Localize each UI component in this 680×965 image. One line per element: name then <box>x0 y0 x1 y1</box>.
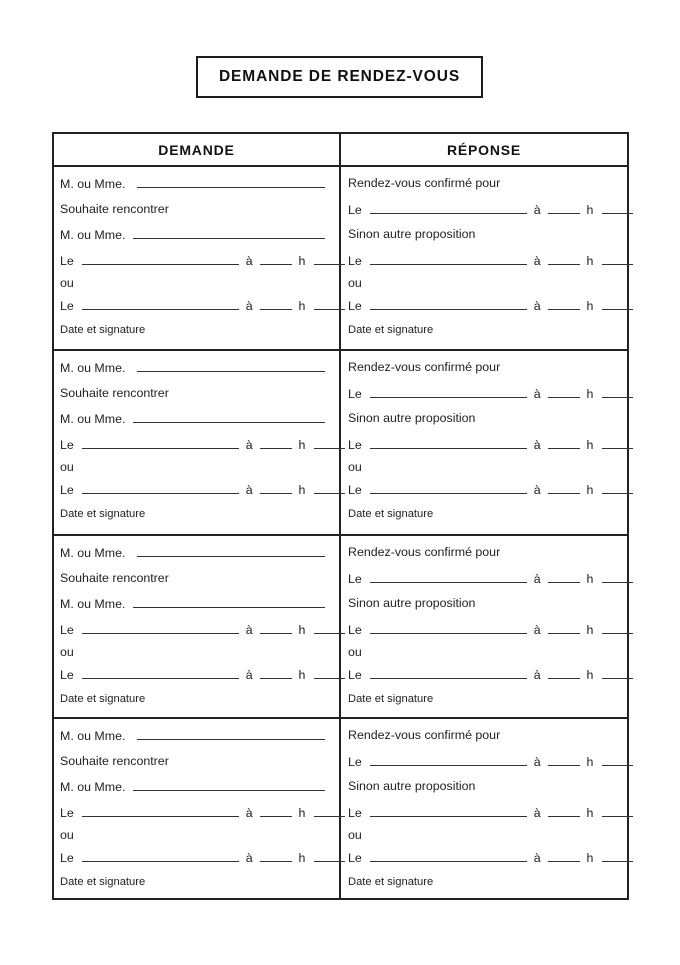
date-line-2 <box>60 849 345 865</box>
requester-line <box>60 544 325 560</box>
date-field[interactable] <box>370 753 527 766</box>
signature-label: Date et signature <box>60 876 146 888</box>
date-field[interactable] <box>370 385 527 398</box>
le-label: Le <box>60 254 74 268</box>
le-label: Le <box>348 387 362 401</box>
le-label: Le <box>60 483 74 497</box>
minute-field[interactable] <box>602 252 633 265</box>
a-label: à <box>533 572 541 586</box>
person-label: M. ou Mme. <box>60 412 126 426</box>
date-field[interactable] <box>82 804 239 817</box>
a-label: à <box>245 299 253 313</box>
h-label: h <box>298 254 306 268</box>
hour-field[interactable] <box>260 252 292 265</box>
hour-field[interactable] <box>548 297 580 310</box>
person-label: M. ou Mme. <box>60 780 126 794</box>
minute-field[interactable] <box>602 481 633 494</box>
date-field[interactable] <box>370 621 527 634</box>
a-label: à <box>533 623 541 637</box>
hour-field[interactable] <box>260 666 292 679</box>
ou-label: ou <box>348 460 362 474</box>
le-label: Le <box>348 483 362 497</box>
date-line-1 <box>60 436 345 452</box>
hour-field[interactable] <box>260 297 292 310</box>
ou-label: ou <box>60 645 74 659</box>
le-label: Le <box>60 623 74 637</box>
a-label: à <box>245 254 253 268</box>
ou-label: ou <box>348 828 362 842</box>
minute-field[interactable] <box>602 849 633 862</box>
requester-name-field[interactable] <box>137 727 325 740</box>
ou-label: ou <box>60 828 74 842</box>
confirmed-date-line <box>348 753 633 769</box>
person-label: M. ou Mme. <box>60 546 126 560</box>
h-label: h <box>586 851 594 865</box>
target-name-field[interactable] <box>133 778 325 791</box>
demande-cell <box>54 536 339 718</box>
date-field[interactable] <box>370 201 527 214</box>
hour-field[interactable] <box>548 252 580 265</box>
date-field[interactable] <box>82 849 239 862</box>
hour-field[interactable] <box>548 201 580 214</box>
proposal-line-1 <box>348 621 633 637</box>
date-line-1 <box>60 621 345 637</box>
le-label: Le <box>348 623 362 637</box>
date-field[interactable] <box>82 297 239 310</box>
ou-label: ou <box>60 276 74 290</box>
a-label: à <box>533 851 541 865</box>
minute-field[interactable] <box>602 753 633 766</box>
signature-label: Date et signature <box>348 508 434 520</box>
signature-label: Date et signature <box>60 693 146 705</box>
a-label: à <box>533 387 541 401</box>
requester-name-field[interactable] <box>137 359 325 372</box>
h-label: h <box>586 755 594 769</box>
date-field[interactable] <box>370 436 527 449</box>
h-label: h <box>586 806 594 820</box>
date-field[interactable] <box>82 252 239 265</box>
requester-name-field[interactable] <box>137 544 325 557</box>
date-field[interactable] <box>82 666 239 679</box>
date-field[interactable] <box>82 436 239 449</box>
target-name-field[interactable] <box>133 410 325 423</box>
le-label: Le <box>348 806 362 820</box>
a-label: à <box>245 623 253 637</box>
h-label: h <box>298 623 306 637</box>
minute-field[interactable] <box>602 297 633 310</box>
a-label: à <box>533 483 541 497</box>
date-line-2 <box>60 666 345 682</box>
confirmed-label: Rendez-vous confirmé pour <box>348 728 501 742</box>
date-line-2 <box>60 297 345 313</box>
h-label: h <box>298 806 306 820</box>
hour-field[interactable] <box>260 436 292 449</box>
wish-label: Souhaite rencontrer <box>60 202 169 216</box>
proposal-line-2 <box>348 297 633 313</box>
date-field[interactable] <box>370 481 527 494</box>
date-field[interactable] <box>370 849 527 862</box>
hour-field[interactable] <box>548 570 580 583</box>
le-label: Le <box>348 572 362 586</box>
h-label: h <box>586 203 594 217</box>
date-field[interactable] <box>370 666 527 679</box>
hour-field[interactable] <box>548 436 580 449</box>
le-label: Le <box>348 851 362 865</box>
date-field[interactable] <box>370 804 527 817</box>
a-label: à <box>245 851 253 865</box>
le-label: Le <box>348 438 362 452</box>
h-label: h <box>298 299 306 313</box>
reponse-cell <box>341 719 627 901</box>
signature-label: Date et signature <box>60 324 146 336</box>
other-label: Sinon autre proposition <box>348 227 476 241</box>
ou-label: ou <box>60 460 74 474</box>
proposal-line-1 <box>348 436 633 452</box>
signature-label: Date et signature <box>60 508 146 520</box>
hour-field[interactable] <box>260 621 292 634</box>
person-label: M. ou Mme. <box>60 177 126 191</box>
wish-label: Souhaite rencontrer <box>60 386 169 400</box>
hour-field[interactable] <box>548 753 580 766</box>
requester-name-field[interactable] <box>137 175 325 188</box>
header-reponse: RÉPONSE <box>446 141 522 158</box>
date-field[interactable] <box>370 297 527 310</box>
h-label: h <box>586 483 594 497</box>
reponse-cell <box>341 351 627 533</box>
le-label: Le <box>348 254 362 268</box>
target-line <box>60 226 325 242</box>
a-label: à <box>533 203 541 217</box>
ou-label: ou <box>348 645 362 659</box>
reponse-cell <box>341 536 627 718</box>
hour-field[interactable] <box>548 804 580 817</box>
minute-field[interactable] <box>602 621 633 634</box>
form-title: DEMANDE DE RENDEZ-VOUS <box>196 56 483 98</box>
wish-label: Souhaite rencontrer <box>60 571 169 585</box>
date-line-2 <box>60 481 345 497</box>
h-label: h <box>298 438 306 452</box>
proposal-line-1 <box>348 252 633 268</box>
other-label: Sinon autre proposition <box>348 596 476 610</box>
h-label: h <box>586 623 594 637</box>
requester-line <box>60 175 325 191</box>
other-label: Sinon autre proposition <box>348 411 476 425</box>
h-label: h <box>586 572 594 586</box>
minute-field[interactable] <box>602 201 633 214</box>
le-label: Le <box>348 755 362 769</box>
person-label: M. ou Mme. <box>60 729 126 743</box>
appointment-table <box>52 132 629 900</box>
hour-field[interactable] <box>548 666 580 679</box>
le-label: Le <box>60 668 74 682</box>
a-label: à <box>533 299 541 313</box>
date-line-1 <box>60 252 345 268</box>
requester-line <box>60 727 325 743</box>
le-label: Le <box>60 851 74 865</box>
hour-field[interactable] <box>260 481 292 494</box>
minute-field[interactable] <box>602 804 633 817</box>
person-label: M. ou Mme. <box>60 361 126 375</box>
a-label: à <box>245 438 253 452</box>
reponse-cell <box>341 167 627 349</box>
other-label: Sinon autre proposition <box>348 779 476 793</box>
demande-cell <box>54 351 339 533</box>
le-label: Le <box>60 806 74 820</box>
h-label: h <box>298 851 306 865</box>
date-field[interactable] <box>82 621 239 634</box>
hour-field[interactable] <box>548 849 580 862</box>
hour-field[interactable] <box>260 849 292 862</box>
a-label: à <box>533 254 541 268</box>
a-label: à <box>245 806 253 820</box>
header-demande: DEMANDE <box>158 141 235 158</box>
le-label: Le <box>348 299 362 313</box>
date-field[interactable] <box>370 570 527 583</box>
minute-field[interactable] <box>602 666 633 679</box>
hour-field[interactable] <box>548 481 580 494</box>
h-label: h <box>586 668 594 682</box>
date-line-1 <box>60 804 345 820</box>
hour-field[interactable] <box>260 804 292 817</box>
signature-label: Date et signature <box>348 693 434 705</box>
confirmed-label: Rendez-vous confirmé pour <box>348 545 501 559</box>
hour-field[interactable] <box>548 621 580 634</box>
confirmed-date-line <box>348 385 633 401</box>
confirmed-date-line <box>348 570 633 586</box>
wish-label: Souhaite rencontrer <box>60 754 169 768</box>
date-field[interactable] <box>82 481 239 494</box>
a-label: à <box>533 755 541 769</box>
proposal-line-2 <box>348 849 633 865</box>
signature-label: Date et signature <box>348 324 434 336</box>
target-name-field[interactable] <box>133 595 325 608</box>
h-label: h <box>586 299 594 313</box>
le-label: Le <box>60 438 74 452</box>
requester-line <box>60 359 325 375</box>
h-label: h <box>586 254 594 268</box>
le-label: Le <box>348 668 362 682</box>
confirmed-label: Rendez-vous confirmé pour <box>348 176 501 190</box>
target-line <box>60 410 325 426</box>
a-label: à <box>245 483 253 497</box>
h-label: h <box>298 483 306 497</box>
demande-cell <box>54 719 339 901</box>
ou-label: ou <box>348 276 362 290</box>
date-field[interactable] <box>370 252 527 265</box>
h-label: h <box>586 387 594 401</box>
le-label: Le <box>348 203 362 217</box>
minute-field[interactable] <box>602 436 633 449</box>
confirmed-date-line <box>348 201 633 217</box>
proposal-line-2 <box>348 666 633 682</box>
a-label: à <box>533 438 541 452</box>
a-label: à <box>245 668 253 682</box>
person-label: M. ou Mme. <box>60 228 126 242</box>
a-label: à <box>533 806 541 820</box>
demande-cell <box>54 167 339 349</box>
h-label: h <box>298 668 306 682</box>
proposal-line-2 <box>348 481 633 497</box>
signature-label: Date et signature <box>348 876 434 888</box>
minute-field[interactable] <box>602 385 633 398</box>
proposal-line-1 <box>348 804 633 820</box>
confirmed-label: Rendez-vous confirmé pour <box>348 360 501 374</box>
target-line <box>60 778 325 794</box>
le-label: Le <box>60 299 74 313</box>
minute-field[interactable] <box>602 570 633 583</box>
a-label: à <box>533 668 541 682</box>
h-label: h <box>586 438 594 452</box>
person-label: M. ou Mme. <box>60 597 126 611</box>
target-name-field[interactable] <box>133 226 325 239</box>
target-line <box>60 595 325 611</box>
hour-field[interactable] <box>548 385 580 398</box>
